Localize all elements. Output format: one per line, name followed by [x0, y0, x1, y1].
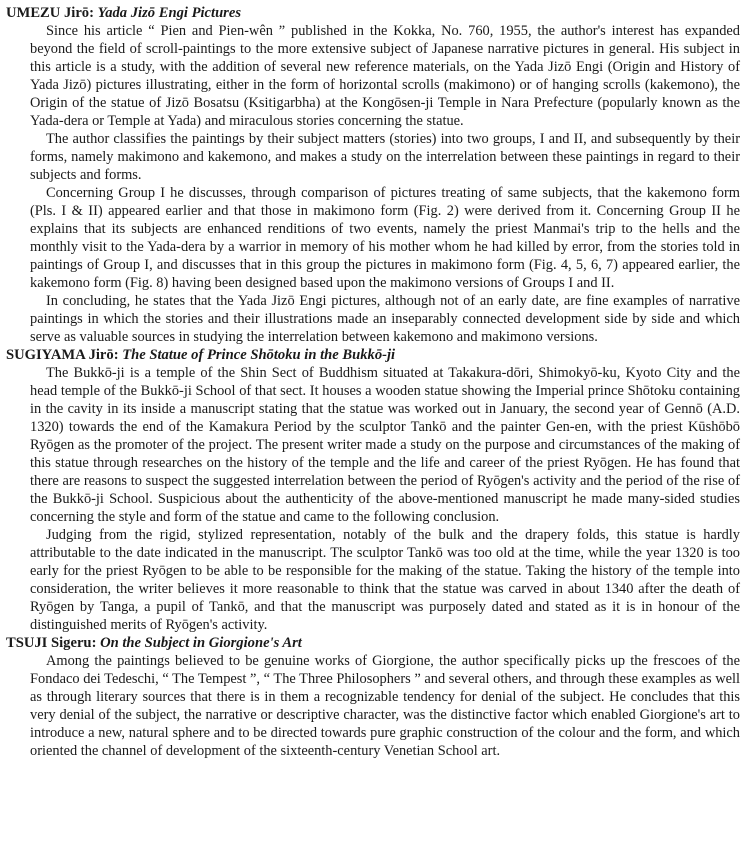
article-heading [6, 4, 740, 22]
article-sugiyama [6, 346, 740, 634]
heading-separator: : [91, 635, 101, 651]
article-author: UMEZU Jirō [6, 5, 90, 21]
article-umezu [6, 4, 740, 346]
article-title: Yada Jizō Engi Pictures [97, 5, 242, 21]
article-title: The Statue of Prince Shōtoku in the Bukkō-ji [122, 347, 396, 363]
heading-separator: : [89, 5, 98, 21]
article-paragraph: The Bukkō-ji is a temple of the Shin Sect of Buddhism situated at Takakura-dōri, Shimokyō-ku, Kyoto City and the head temple of the Bukkō-ji School of that sect. It houses a wooden statue showing the Imperial prince Shōtoku containing in the cavity in its inside a manuscript stating that the statue was worked out in January, the second year of Gennō (A.D. 1320) towards the end of the Kamakura Period by the sculptor Tankō and the painter Gen-en, with the priest Kūshōbō Ryōgen as the promoter of the project. The present writer made a study on the purpose and circumstances of the making of this statue through researches on the history of the temple and the life and career of the priest Ryōgen. He has found that there are reasons to suspect the suggested interrelation between the period of Ryōgen's activity and the period of the rise of the Bukkō-ji School. Suspicious about the authenticity of the above-mentioned manuscript he made many-sided studies concerning the style and form of the statue and came to the following conclusion. [30, 365, 740, 525]
article-paragraph: Since his article “ Pien and Pien-wên ” published in the Kokka, No. 760, 1955, the author's interest has expanded beyond the field of scroll-paintings to the more extensive subject of Japanese narrative pictures in general. His subject in this article is a study, with the addition of several new reference materials, on the Yada Jizō Engi (Origin and History of Yada Jizō) pictures illustrating, either in the form of horizontal scrolls (makimono) or of hanging scrolls (kakemono), the Origin of the statue of Jizō Bosatsu (Ksitigarbha) at the Kongōsen-ji Temple in Nara Prefecture (popularly known as the Yada-dera or Temple at Yada) and miraculous stories concerning the statue. [30, 23, 740, 129]
article-title: On the Subject in Giorgione's Art [100, 635, 302, 651]
article-paragraph: In concluding, he states that the Yada Jizō Engi pictures, although not of an early date, are fine examples of narrative paintings in which the stories and their illustrations made an inseparably connected development side by side and which serve as valuable sources in studying the interrelation between kakemono and makimono versions. [30, 293, 740, 345]
article-heading [6, 634, 740, 652]
article-heading [6, 346, 740, 364]
article-paragraph: Concerning Group I he discusses, through comparison of pictures treating of same subjects, that the kakemono form (Pls. I & II) appeared earlier and that those in makimono form (Fig. 2) were derived from it. Concerning Group II he explains that its subjects are enhanced renditions of two events, namely the priest Manmai's trip to the hells and the monthly visit to the Yada-dera by a warrior in memory of his mother whom he had killed by error, from the stories told in paintings of Group I, and discusses that in this group the pictures in makimono form (Fig. 4, 5, 6, 7) appeared earlier, the kakemono form (Fig. 8) having been designed based upon the makimono versions of Groups I and II. [30, 185, 740, 291]
article-author: SUGIYAMA Jirō [6, 347, 114, 363]
heading-separator: : [113, 347, 123, 363]
article-tsuji [6, 634, 740, 760]
article-paragraph: The author classifies the paintings by their subject matters (stories) into two groups, I and II, and subsequently by their forms, namely makimono and kakemono, and makes a study on the interrelation between these paintings in regard to their subjects and forms. [30, 131, 740, 183]
article-paragraph: Judging from the rigid, stylized representation, notably of the bulk and the drapery folds, this statue is hardly attributable to the date indicated in the manuscript. The sculptor Tankō was too old at the time, while the year 1320 is too early for the priest Ryōgen to be able to be responsible for the making of the statue. Taking the history of the temple into consideration, the writer believes it more reasonable to think that the statue was carved in about 1340 after the death of Ryōgen by Tanga, a pupil of Tankō, and that the manuscript was purposely dated and stated as it is in honour of the distinguished merits of Ryōgen's activity. [30, 527, 740, 633]
article-paragraph: Among the paintings believed to be genuine works of Giorgione, the author specifically picks up the frescoes of the Fondaco dei Tedeschi, “ The Tempest ”, “ The Three Philosophers ” and several others, and through these examples as well as through literary sources that there is in them a recognizable tendency for denial of the subject. He concludes that this very denial of the subject, the narrative or descriptive character, was the distinctive factor which enabled Giorgione's art to introduce a new, natural sphere and to be directed towards pure graphic construction of the colour and the form, and which oriented the channel of development of the sixteenth-century Venetian School art. [30, 653, 740, 759]
article-author: TSUJI Sigeru [6, 635, 92, 651]
